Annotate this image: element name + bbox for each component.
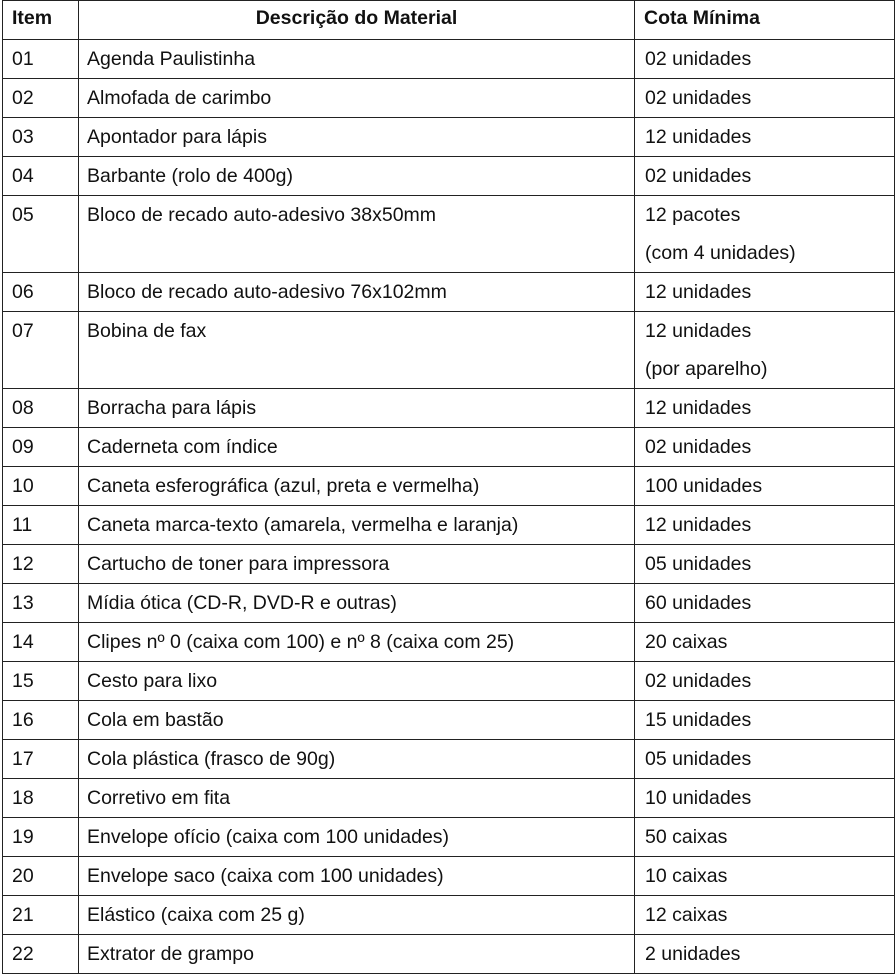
table-row xyxy=(3,857,895,896)
item-number: 17 xyxy=(3,740,79,779)
item-quota xyxy=(635,662,895,701)
item-quota xyxy=(635,467,895,506)
quota-line: 12 unidades xyxy=(645,320,752,342)
header-description: Descrição do Material xyxy=(79,1,635,40)
item-quota xyxy=(635,545,895,584)
item-number: 14 xyxy=(3,623,79,662)
table-row xyxy=(3,118,895,157)
item-quota xyxy=(635,701,895,740)
quota-line: 12 unidades xyxy=(645,126,752,148)
item-number: 15 xyxy=(3,662,79,701)
item-quota xyxy=(635,389,895,428)
table-row xyxy=(3,584,895,623)
quota-line: 50 caixas xyxy=(645,826,728,848)
header-item: Item xyxy=(3,1,79,40)
item-number: 06 xyxy=(3,273,79,312)
table-row xyxy=(3,818,895,857)
table-row xyxy=(3,428,895,467)
quota-line: 02 unidades xyxy=(645,670,752,692)
item-quota xyxy=(635,740,895,779)
item-description: Mídia ótica (CD-R, DVD-R e outras) xyxy=(79,584,635,623)
item-description: Caneta marca-texto (amarela, vermelha e laranja) xyxy=(79,506,635,545)
item-description: Clipes nº 0 (caixa com 100) e nº 8 (caixa com 25) xyxy=(79,623,635,662)
header-row xyxy=(3,1,895,40)
item-description: Borracha para lápis xyxy=(79,389,635,428)
table-row xyxy=(3,157,895,196)
table-row xyxy=(3,740,895,779)
item-quota xyxy=(635,312,895,389)
item-number: 21 xyxy=(3,896,79,935)
item-quota xyxy=(635,779,895,818)
table-row xyxy=(3,273,895,312)
quota-line: 100 unidades xyxy=(645,475,763,497)
table-row xyxy=(3,701,895,740)
table-row xyxy=(3,506,895,545)
item-description: Elástico (caixa com 25 g) xyxy=(79,896,635,935)
item-description: Barbante (rolo de 400g) xyxy=(79,157,635,196)
item-description: Bobina de fax xyxy=(79,312,635,389)
quota-line: 02 unidades xyxy=(645,87,752,109)
quota-line: (por aparelho) xyxy=(645,358,768,380)
item-description: Bloco de recado auto-adesivo 76x102mm xyxy=(79,273,635,312)
item-number: 10 xyxy=(3,467,79,506)
table-row xyxy=(3,196,895,273)
item-description: Envelope saco (caixa com 100 unidades) xyxy=(79,857,635,896)
item-quota xyxy=(635,196,895,273)
item-description: Cartucho de toner para impressora xyxy=(79,545,635,584)
materials-table xyxy=(2,0,895,974)
item-number: 19 xyxy=(3,818,79,857)
item-quota xyxy=(635,623,895,662)
item-quota xyxy=(635,896,895,935)
item-quota xyxy=(635,506,895,545)
item-number: 03 xyxy=(3,118,79,157)
item-description: Cesto para lixo xyxy=(79,662,635,701)
quota-line: 12 caixas xyxy=(645,904,728,926)
table-row xyxy=(3,779,895,818)
item-description: Envelope ofício (caixa com 100 unidades) xyxy=(79,818,635,857)
item-number: 11 xyxy=(3,506,79,545)
item-number: 13 xyxy=(3,584,79,623)
quota-line: 10 unidades xyxy=(645,787,752,809)
item-quota xyxy=(635,118,895,157)
table-row xyxy=(3,935,895,974)
item-quota xyxy=(635,79,895,118)
item-description: Apontador para lápis xyxy=(79,118,635,157)
item-number: 22 xyxy=(3,935,79,974)
table-row xyxy=(3,389,895,428)
quota-line: 12 unidades xyxy=(645,281,752,303)
item-quota xyxy=(635,157,895,196)
item-quota xyxy=(635,857,895,896)
item-number: 05 xyxy=(3,196,79,273)
item-description: Almofada de carimbo xyxy=(79,79,635,118)
item-description: Cola em bastão xyxy=(79,701,635,740)
item-description: Caderneta com índice xyxy=(79,428,635,467)
table-row xyxy=(3,312,895,389)
item-description: Bloco de recado auto-adesivo 38x50mm xyxy=(79,196,635,273)
item-number: 09 xyxy=(3,428,79,467)
quota-line: 15 unidades xyxy=(645,709,752,731)
item-description: Cola plástica (frasco de 90g) xyxy=(79,740,635,779)
quota-line: 12 unidades xyxy=(645,514,752,536)
item-quota xyxy=(635,273,895,312)
table-row xyxy=(3,467,895,506)
table-body xyxy=(3,40,895,974)
quota-line: 12 pacotes xyxy=(645,204,741,226)
item-quota xyxy=(635,428,895,467)
quota-line: 05 unidades xyxy=(645,553,752,575)
item-description: Extrator de grampo xyxy=(79,935,635,974)
quota-line: 20 caixas xyxy=(645,631,728,653)
table-row xyxy=(3,79,895,118)
item-description: Agenda Paulistinha xyxy=(79,40,635,79)
item-number: 18 xyxy=(3,779,79,818)
item-description: Caneta esferográfica (azul, preta e vermelha) xyxy=(79,467,635,506)
table-row xyxy=(3,623,895,662)
item-number: 07 xyxy=(3,312,79,389)
quota-line: (com 4 unidades) xyxy=(645,242,796,264)
table-row xyxy=(3,545,895,584)
quota-line: 12 unidades xyxy=(645,397,752,419)
item-quota xyxy=(635,40,895,79)
table-row xyxy=(3,896,895,935)
quota-line: 02 unidades xyxy=(645,436,752,458)
table-row xyxy=(3,662,895,701)
item-number: 04 xyxy=(3,157,79,196)
item-number: 20 xyxy=(3,857,79,896)
header-quota: Cota Mínima xyxy=(635,1,895,40)
item-number: 02 xyxy=(3,79,79,118)
item-number: 08 xyxy=(3,389,79,428)
quota-line: 60 unidades xyxy=(645,592,752,614)
item-quota xyxy=(635,818,895,857)
item-number: 16 xyxy=(3,701,79,740)
quota-line: 2 unidades xyxy=(645,943,741,965)
quota-line: 10 caixas xyxy=(645,865,728,887)
item-number: 12 xyxy=(3,545,79,584)
item-description: Corretivo em fita xyxy=(79,779,635,818)
table-row xyxy=(3,40,895,79)
item-number: 01 xyxy=(3,40,79,79)
quota-line: 02 unidades xyxy=(645,48,752,70)
item-quota xyxy=(635,935,895,974)
quota-line: 05 unidades xyxy=(645,748,752,770)
quota-line: 02 unidades xyxy=(645,165,752,187)
item-quota xyxy=(635,584,895,623)
